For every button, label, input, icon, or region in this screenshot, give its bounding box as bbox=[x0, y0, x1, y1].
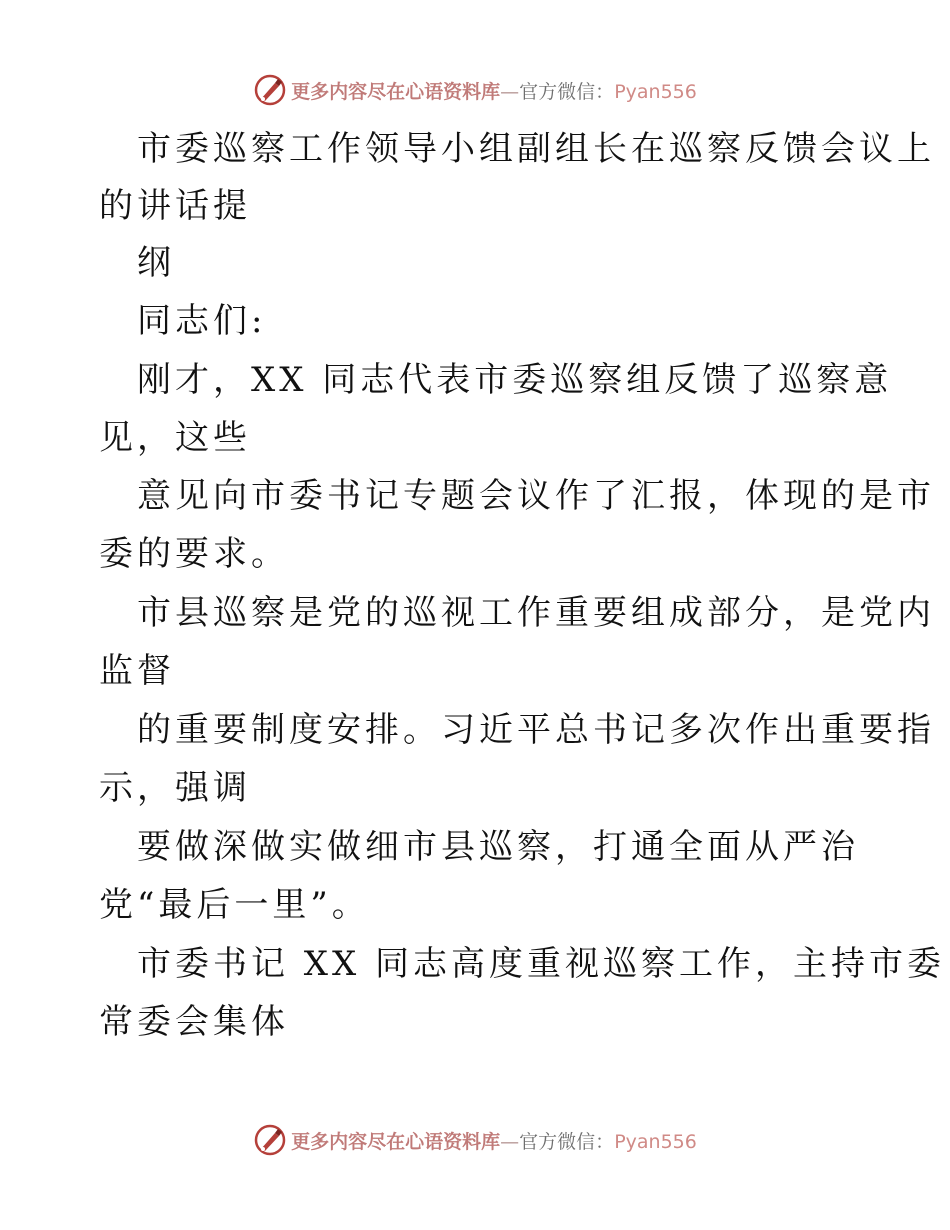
paragraph-line: 见，这些 bbox=[99, 418, 251, 458]
paragraph-line: 监督 bbox=[99, 651, 175, 691]
title-line-3: 纲 bbox=[137, 243, 175, 283]
pen-logo-icon bbox=[253, 1123, 287, 1157]
paragraph-line: 党“最后一里”。 bbox=[99, 885, 370, 925]
banner-dash: — bbox=[500, 1130, 520, 1153]
banner-wechat-id: Pyan556 bbox=[614, 80, 697, 103]
banner-wechat-id: Pyan556 bbox=[614, 1130, 697, 1153]
paragraph-line: 示，强调 bbox=[99, 768, 251, 808]
title-line-2: 的讲话提 bbox=[99, 186, 251, 226]
salutation: 同志们: bbox=[137, 301, 267, 341]
paragraph-line: 市县巡察是党的巡视工作重要组成部分，是党内 bbox=[137, 593, 935, 633]
paragraph-line: 委的要求。 bbox=[99, 534, 289, 574]
banner-dash: — bbox=[500, 80, 520, 103]
footer-banner bbox=[0, 1120, 950, 1160]
paragraph-line: 刚才，XX 同志代表市委巡察组反馈了巡察意 bbox=[137, 360, 893, 400]
paragraph-line: 要做深做实做细市县巡察，打通全面从严治 bbox=[137, 827, 859, 867]
banner-text bbox=[291, 1127, 697, 1154]
banner-wechat-label: 官方微信： bbox=[519, 1130, 615, 1153]
title-line-1: 市委巡察工作领导小组副组长在巡察反馈会议上 bbox=[137, 129, 935, 169]
banner-brand: 更多内容尽在心语资料库 bbox=[291, 80, 501, 103]
paragraph-line: 常委会集体 bbox=[99, 1002, 289, 1042]
paragraph-line: 市委书记 XX 同志高度重视巡察工作，主持市委 bbox=[137, 944, 946, 984]
paragraph-line: 的重要制度安排。习近平总书记多次作出重要指 bbox=[137, 710, 935, 750]
banner-wechat-label: 官方微信： bbox=[519, 80, 615, 103]
banner-brand: 更多内容尽在心语资料库 bbox=[291, 1130, 501, 1153]
paragraph-line: 意见向市委书记专题会议作了汇报，体现的是市 bbox=[137, 476, 935, 516]
